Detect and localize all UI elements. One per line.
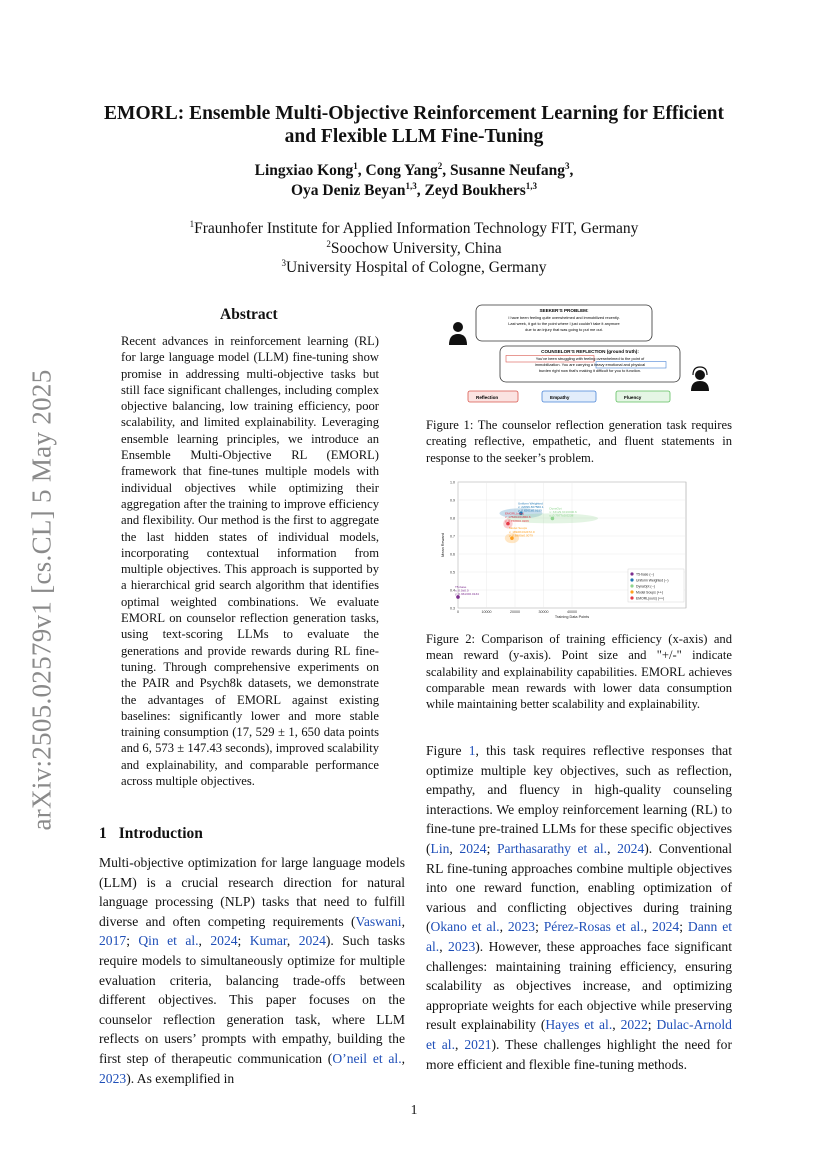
x-tick-label: 10000 <box>481 610 492 614</box>
x-tick-label: 30000 <box>538 610 549 614</box>
citation-link[interactable]: Kumar <box>249 933 287 949</box>
paragraph-text: , <box>198 933 211 949</box>
legend-entry: T5-base (--) <box>636 572 654 577</box>
x-axis-label: Training Data Points <box>554 615 590 619</box>
affiliation <box>90 219 738 239</box>
page-number: 1 <box>410 1102 418 1117</box>
paragraph-text: ; <box>535 919 544 935</box>
counselor-line: immobilization. You are carrying a heavy emotional and physical <box>534 362 646 367</box>
y-tick-label: 0.8 <box>450 516 455 521</box>
point-annotation: EMORL(ours) <box>504 511 525 516</box>
abstract-body: Recent advances in reinforcement learning (RL) for large language model (LLM) fine-tuning show promise in addressing multi-objective tasks but still face significant challenges, including complex objective balancing, low training efficiency, poor scalability, and limited explainability. Leveraging ensemble learning principles, we introduce an Ensemble Multi-Objective RL (EMORL) framework that fine-tunes multiple models with individual objectives while optimizing their aggregation after the training to improve efficiency and flexibility. Our method is the first to aggregate the last hidden states of individual models, incorporating contextual information from multiple objectives. This approach is supported by a hierarchical grid search algorithm that identifies optimal weighted combinations. We evaluate EMORL on counselor reflection generation tasks, using text-scoring LLMs to evaluate the generations and provide rewards during RL fine-tuning. Through comprehensive experiments on the PAIR and Psych8k datasets, we demonstrate the advantages of EMORL against existing baselines: significantly lower and more stable training consumption (17, 529 ± 1, 650 data points and 6, 573 ± 147.43 seconds), improved scalability and explainability, and comparable performance across multiple objectives. <box>121 334 379 789</box>
citation-link[interactable]: Lin <box>430 840 450 856</box>
paragraph-text: , <box>454 1036 465 1052</box>
citation-link[interactable]: 2017 <box>99 933 127 949</box>
paper-title <box>90 102 738 148</box>
legend-marker <box>630 596 633 599</box>
y-tick-label: 0.5 <box>450 570 455 575</box>
seeker-title: SEEKER’S PROBLEM: <box>539 308 589 313</box>
paragraph-text: , <box>499 919 508 935</box>
legend-entry: EMORL(ours) (++) <box>636 596 665 601</box>
citation-link[interactable]: 2023 <box>99 1070 127 1086</box>
y-tick-label: 0.9 <box>450 498 455 503</box>
paragraph-text: ; <box>647 1017 657 1033</box>
arxiv-id: arXiv:2505.02579v1 [cs.CL] 5 May 2025 <box>26 369 57 831</box>
paragraph-text: , <box>439 938 449 954</box>
y-tick-label: 1.0 <box>450 480 455 485</box>
author-name: Oya Deniz Beyan <box>291 182 406 199</box>
y-tick-label: 0.4 <box>450 588 455 593</box>
section-heading-introduction <box>99 825 203 843</box>
y-tick-label: 0.3 <box>450 606 455 611</box>
tag-fluency <box>616 391 670 402</box>
point-annotation: T5-base <box>455 584 467 589</box>
author-list <box>90 161 738 201</box>
figure-1-caption: Figure 1: The counselor reflection generation task requires creating reflective, empathetic, and fluent statements in response to the seeker’s problem. <box>426 418 732 465</box>
y-axis-label: Mean Reward <box>441 533 445 557</box>
tag-label: Reflection <box>476 394 499 400</box>
citation-link[interactable]: O’neil et al. <box>332 1050 402 1066</box>
affil-sup: 2 <box>326 238 331 249</box>
citation-link[interactable]: Qin et al. <box>138 933 199 949</box>
legend-marker <box>630 578 633 581</box>
point-annotation: DynaOpt <box>549 506 562 511</box>
author-separator: , <box>357 162 366 179</box>
paragraph-text: ). As exemplified in <box>126 1070 235 1086</box>
point-annotation: Model Soups <box>508 526 528 531</box>
citation-link[interactable]: 2021 <box>464 1036 492 1052</box>
paragraph-text: Multi-objective optimization for large language models (LLM) is a crucial research direction for natural language processing (NLP) tasks that need to fulfill diverse and often competing requirements ( <box>99 855 405 929</box>
affil-text: University Hospital of Cologne, Germany <box>286 259 547 276</box>
citation-link[interactable]: 2023 <box>507 919 536 935</box>
introduction-left-column <box>99 853 405 1088</box>
point-annotation: x: 0.0±0.0 <box>455 588 469 593</box>
citation-link[interactable]: 2024 <box>210 933 238 949</box>
affil-text: Fraunhofer Institute for Applied Information Technology FIT, Germany <box>194 220 639 237</box>
citation-link[interactable]: 1 <box>468 743 476 758</box>
introduction-right-column <box>426 741 732 1074</box>
paragraph-text: ; <box>237 933 250 949</box>
arxiv-margin-stamp <box>22 360 62 840</box>
affil-text: Soochow University, China <box>330 239 502 257</box>
citation-link[interactable]: 2023 <box>448 938 476 954</box>
counselor-line: burden right now that's making it difficult for you to function. <box>538 368 642 373</box>
author-affil-sup: 2 <box>437 160 443 171</box>
author-line-1 <box>90 161 738 181</box>
legend-marker <box>630 572 633 575</box>
affiliation <box>90 239 738 259</box>
citation-link[interactable]: 2024 <box>617 840 645 856</box>
point-annotation: y: 0.8261±0.0199 <box>517 508 542 513</box>
seeker-line: due to an injury that was going to put me out. <box>525 327 603 332</box>
point-annotation: x: 17529.0±1650.6 <box>504 515 531 520</box>
citation-link[interactable]: 2024 <box>459 840 487 856</box>
citation-link[interactable]: Dulac-Arnold et al. <box>426 1017 732 1052</box>
counselor-headset-icon <box>691 367 709 391</box>
author-affil-sup: 3 <box>564 160 570 171</box>
tag-label: Empathy <box>550 394 570 400</box>
figure-1-illustration <box>446 303 714 408</box>
paragraph-text: , <box>401 913 405 929</box>
section-number: 1 <box>99 825 107 842</box>
paragraph-text: ; <box>679 919 688 935</box>
x-tick-label: 0 <box>457 610 459 614</box>
citation-link[interactable]: 2022 <box>620 1017 648 1033</box>
x-tick-label: 40000 <box>567 610 577 614</box>
legend-entry: Uniform Weighted (--) <box>636 578 669 583</box>
author-separator: , <box>442 162 450 179</box>
paragraph-text: ; <box>486 840 497 856</box>
author-name: Cong Yang <box>365 162 438 179</box>
x-tick-label: 20000 <box>510 610 520 614</box>
author-name: Susanne Neufang <box>449 162 565 179</box>
figure-2-chart <box>436 476 728 626</box>
section-title: Introduction <box>118 825 203 842</box>
seeker-line: I have been feeling quite overwhelmed and immobilized recently. <box>508 315 620 320</box>
paragraph-text: ). Such tasks require models to simultaneously optimize for multiple evaluation criteria, balancing trade-offs between different objectives. This paper focuses on the counselor reflection generation task, where LLM reflects on users’ prompts with empathy, building the first step of therapeutic communication ( <box>99 933 405 1066</box>
point-annotation: x: 18928.0±2472.0 <box>508 529 535 534</box>
title-line-1: EMORL: Ensemble Multi-Objective Reinforcement Learning for Efficient <box>104 103 724 124</box>
author-separator: , <box>569 162 574 179</box>
citation-link[interactable]: Okano et al. <box>430 919 500 935</box>
seeker-line: Last week, it got to the point where I just couldn't take it anymore <box>508 321 620 326</box>
citation-link[interactable]: Dann et al. <box>426 919 733 954</box>
paragraph-text: ). Conventional RL fine-tuning approaches combine multiple objectives into one reward function, enabling optimization of various and conflicting objectives during training ( <box>426 840 732 935</box>
paragraph-text: , <box>401 1050 405 1066</box>
legend-marker <box>630 584 633 587</box>
tag-empathy <box>542 391 596 402</box>
author-name: Lingxiao Kong <box>254 162 354 179</box>
citation-link[interactable]: 2024 <box>652 919 680 935</box>
legend-marker <box>630 590 633 593</box>
paragraph-text: , <box>612 1017 621 1033</box>
point-annotation: y: 0.7977±0.0238 <box>549 513 574 518</box>
paragraph-text: , <box>643 919 653 935</box>
paragraph-text: , <box>286 933 299 949</box>
point-annotation: x: 22096.8±7560.1 <box>517 504 544 509</box>
paragraph-text: Figure <box>426 743 469 758</box>
y-tick-label: 0.6 <box>450 552 455 557</box>
author-affil-sup: 1,3 <box>525 180 537 191</box>
tag-label: Fluency <box>624 394 642 400</box>
paragraph-text: , this task requires reflective responses that optimize multiple key objectives, such as reflection, empathy, and fluency in high-quality counseling interactions. We employ reinforcement learning (RL) to fine-tune pre-trained LLMs for these specific objectives ( <box>426 743 732 856</box>
paragraph-text: ). These challenges highlight the need for more efficient and flexible fine-tuning methods. <box>426 1036 733 1072</box>
citation-link[interactable]: Pérez-Rosas et al. <box>543 919 644 935</box>
legend-entry: DynaOpt (--) <box>636 584 655 589</box>
paragraph-text: ; <box>126 933 139 949</box>
author-separator: , <box>416 182 425 199</box>
point-annotation: y: 0.3613±0.0134 <box>455 592 479 597</box>
affil-sup: 3 <box>281 257 287 268</box>
affiliation <box>90 258 738 278</box>
y-tick-label: 0.7 <box>450 534 455 539</box>
seeker-person-icon <box>449 322 467 345</box>
title-line-2: and Flexible LLM Fine-Tuning <box>284 126 544 147</box>
point-annotation: y: 0.7688±0.0206 <box>504 518 529 523</box>
point-annotation: Uniform Weighted <box>517 501 543 506</box>
point-annotation: y: 0.6880±0.0079 <box>508 533 533 538</box>
figure-2-caption: Figure 2: Comparison of training efficiency (x-axis) and mean reward (y-axis). Point size and "+/-" indicate scalability and explainability capabilities. EMORL achieves comparable mean rewards with lower data consumption while maintaining better scalability and explainability. <box>426 632 732 712</box>
counselor-line: You've been struggling with feeling overwhelmed to the point of <box>535 356 645 361</box>
citation-link[interactable]: Hayes et al. <box>545 1017 613 1033</box>
paragraph-text: , <box>449 840 460 856</box>
author-name: Zeyd Boukhers <box>424 182 526 199</box>
author-affil-sup: 1 <box>353 160 358 171</box>
paragraph-text: ). However, these approaches face significant challenges: maintaining training efficiency, ensuring scalability as objectives increase, and optimizing appropriate weights for each objective while preserving result explainability ( <box>426 938 732 1033</box>
citation-link[interactable]: 2024 <box>298 933 326 949</box>
citation-link[interactable]: Vaswani <box>355 913 402 929</box>
legend-entry: Model Soups (++) <box>636 590 663 595</box>
abstract-heading: Abstract <box>220 306 278 323</box>
point-annotation: x: 33129.6±16000.6 <box>549 510 577 515</box>
affiliation-list <box>90 219 738 278</box>
author-line-2 <box>90 181 738 201</box>
counselor-title: COUNSELOR’S REFLECTION (ground truth): <box>541 349 639 354</box>
tag-reflection <box>468 391 518 402</box>
affil-sup: 1 <box>189 218 195 229</box>
citation-link[interactable]: Parthasarathy et al. <box>496 840 608 856</box>
author-affil-sup: 1,3 <box>405 180 417 191</box>
paragraph-text: , <box>607 840 618 856</box>
